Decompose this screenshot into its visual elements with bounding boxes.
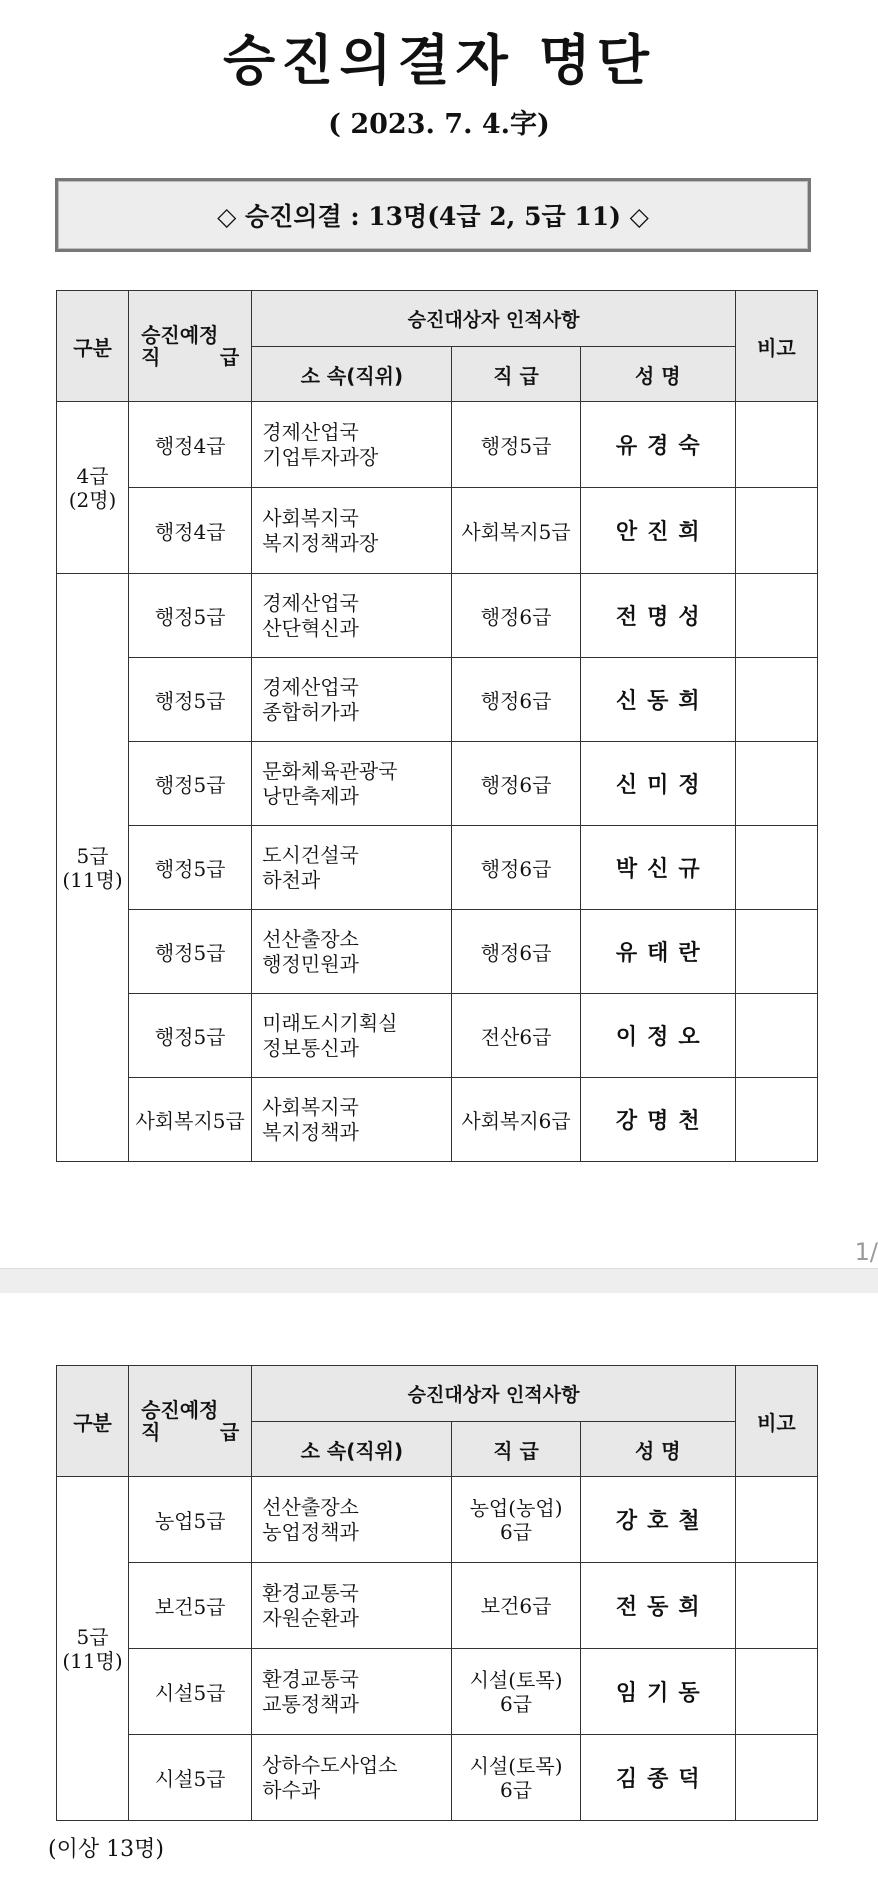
current-grade-cell (452, 1477, 580, 1563)
table-row (57, 574, 818, 658)
name-cell: 전명성 (580, 574, 735, 658)
dept-line-1: 상하수도사업소 (262, 1752, 398, 1777)
header-division: 구분 (57, 1366, 129, 1477)
division-line-2: (2명) (68, 487, 117, 512)
current-grade-cell: 행정6급 (452, 826, 580, 910)
note-cell (735, 910, 817, 994)
current-grade-cell: 사회복지6급 (452, 1078, 580, 1162)
dept-line-2: 하수과 (262, 1777, 321, 1802)
note-cell (735, 488, 817, 574)
header-name: 성 명 (580, 1422, 735, 1477)
header-division: 구분 (57, 291, 129, 402)
dept-line-2: 하천과 (262, 867, 321, 892)
dept-line-2: 교통정책과 (262, 1691, 359, 1716)
dept-line-1: 환경교통국 (262, 1666, 359, 1691)
note-cell (735, 826, 817, 910)
dept-cell (252, 826, 452, 910)
name-cell: 강명천 (580, 1078, 735, 1162)
name-cell: 강호철 (580, 1477, 735, 1563)
dept-line-2: 낭만축제과 (262, 783, 359, 808)
current-grade-cell (452, 1649, 580, 1735)
summary-box: ◇ 승진의결 : 13명(4급 2, 5급 11) ◇ (55, 178, 811, 252)
dept-line-1: 환경교통국 (262, 1580, 359, 1605)
page-number: 1/ (854, 1238, 878, 1266)
note-cell (735, 658, 817, 742)
header-dept: 소 속(직위) (252, 1422, 452, 1477)
name-cell: 유태란 (580, 910, 735, 994)
division-line-2: (11명) (62, 1648, 123, 1673)
dept-line-1: 도시건설국 (262, 842, 359, 867)
table-row (57, 1735, 818, 1821)
note-cell (735, 1735, 817, 1821)
table-row (57, 826, 818, 910)
planned-rank-cell: 시설5급 (129, 1649, 252, 1735)
planned-rank-cell: 행정5급 (129, 826, 252, 910)
name-cell: 이정오 (580, 994, 735, 1078)
grade-line-2: 6급 (500, 1519, 533, 1544)
grade-line-2: 6급 (500, 1777, 533, 1802)
document-date: ( 2023. 7. 4.字) (328, 109, 550, 140)
planned-rank-cell: 사회복지5급 (129, 1078, 252, 1162)
dept-line-1: 경제산업국 (262, 590, 359, 615)
name-cell: 신미정 (580, 742, 735, 826)
division-cell (57, 402, 129, 574)
table-row (57, 1477, 818, 1563)
dept-line-2: 자원순환과 (262, 1605, 359, 1630)
note-cell (735, 1078, 817, 1162)
name-cell: 임기동 (580, 1649, 735, 1735)
name-cell: 박신규 (580, 826, 735, 910)
dept-cell (252, 488, 452, 574)
dept-line-2: 종합허가과 (262, 699, 359, 724)
planned-rank-cell: 행정4급 (129, 488, 252, 574)
planned-rank-cell: 농업5급 (129, 1477, 252, 1563)
grade-line-1: 보건6급 (480, 1593, 552, 1618)
current-grade-cell: 행정5급 (452, 402, 580, 488)
dept-line-2: 행정민원과 (262, 951, 359, 976)
document-page-2 (0, 1293, 878, 1889)
planned-rank-cell: 행정5급 (129, 742, 252, 826)
current-grade-cell (452, 1563, 580, 1649)
current-grade-cell: 행정6급 (452, 742, 580, 826)
table-row (57, 742, 818, 826)
name-cell: 유경숙 (580, 402, 735, 488)
dept-line-1: 사회복지국 (262, 1094, 359, 1119)
note-cell (735, 1649, 817, 1735)
dept-line-2: 복지정책과 (262, 1119, 359, 1144)
dept-line-1: 경제산업국 (262, 419, 359, 444)
dept-cell (252, 1477, 452, 1563)
dept-line-1: 사회복지국 (262, 505, 359, 530)
dept-cell (252, 994, 452, 1078)
promotion-table-2 (56, 1365, 818, 1821)
planned-rank-cell: 시설5급 (129, 1735, 252, 1821)
division-line-2: (11명) (62, 867, 123, 892)
current-grade-cell: 사회복지5급 (452, 488, 580, 574)
current-grade-cell (452, 1735, 580, 1821)
promotion-table-1 (56, 290, 818, 1162)
name-cell: 안진희 (580, 488, 735, 574)
grade-line-2: 6급 (500, 1691, 533, 1716)
header-note: 비고 (735, 291, 817, 402)
note-cell (735, 1563, 817, 1649)
grade-line-1: 농업(농업) (469, 1495, 563, 1520)
header-planned-rank-line2: 직 급 (141, 1420, 240, 1444)
header-dept: 소 속(직위) (252, 347, 452, 402)
header-note: 비고 (735, 1366, 817, 1477)
header-planned-rank-line1: 승진예정 (141, 323, 219, 347)
dept-line-1: 미래도시기획실 (262, 1010, 398, 1035)
note-cell (735, 402, 817, 488)
planned-rank-cell: 행정5급 (129, 994, 252, 1078)
planned-rank-cell: 보건5급 (129, 1563, 252, 1649)
page-gap (0, 1268, 878, 1294)
table-row (57, 402, 818, 488)
division-line-1: 4급 (76, 463, 109, 488)
grade-line-1: 시설(토목) (469, 1753, 563, 1778)
table-row (57, 910, 818, 994)
planned-rank-cell: 행정5급 (129, 574, 252, 658)
table-row (57, 658, 818, 742)
dept-cell (252, 658, 452, 742)
name-cell: 김종덕 (580, 1735, 735, 1821)
name-cell: 신동희 (580, 658, 735, 742)
division-line-1: 5급 (76, 1624, 109, 1649)
note-cell (735, 994, 817, 1078)
header-candidate-info: 승진대상자 인적사항 (252, 1366, 736, 1422)
header-grade: 직 급 (452, 1422, 580, 1477)
header-grade: 직 급 (452, 347, 580, 402)
note-cell (735, 742, 817, 826)
note-cell (735, 574, 817, 658)
dept-line-1: 문화체육관광국 (262, 758, 398, 783)
dept-cell (252, 1078, 452, 1162)
dept-line-2: 농업정책과 (262, 1519, 359, 1544)
header-planned-rank-line2: 직 급 (141, 345, 240, 369)
dept-cell (252, 574, 452, 658)
header-candidate-info: 승진대상자 인적사항 (252, 291, 736, 347)
division-cell (57, 574, 129, 1162)
division-cell (57, 1477, 129, 1821)
table-row (57, 1078, 818, 1162)
dept-line-2: 복지정책과장 (262, 530, 379, 555)
dept-cell (252, 402, 452, 488)
dept-cell (252, 742, 452, 826)
header-planned-rank-line1: 승진예정 (141, 1398, 219, 1422)
table-row (57, 1563, 818, 1649)
name-cell: 전동희 (580, 1563, 735, 1649)
planned-rank-cell: 행정4급 (129, 402, 252, 488)
table-row (57, 488, 818, 574)
dept-line-1: 경제산업국 (262, 674, 359, 699)
header-name: 성 명 (580, 347, 735, 402)
table-row (57, 1649, 818, 1735)
table-row (57, 994, 818, 1078)
header-planned-rank (129, 291, 252, 402)
current-grade-cell: 전산6급 (452, 994, 580, 1078)
grade-line-1: 시설(토목) (469, 1667, 563, 1692)
document-title: 승진의결자 명단 (223, 29, 655, 92)
dept-cell (252, 1649, 452, 1735)
dept-cell (252, 910, 452, 994)
note-cell (735, 1477, 817, 1563)
planned-rank-cell: 행정5급 (129, 658, 252, 742)
division-line-1: 5급 (76, 843, 109, 868)
dept-cell (252, 1735, 452, 1821)
current-grade-cell: 행정6급 (452, 910, 580, 994)
dept-cell (252, 1563, 452, 1649)
dept-line-1: 선산출장소 (262, 926, 359, 951)
dept-line-2: 기업투자과장 (262, 444, 379, 469)
dept-line-2: 정보통신과 (262, 1035, 359, 1060)
current-grade-cell: 행정6급 (452, 658, 580, 742)
current-grade-cell: 행정6급 (452, 574, 580, 658)
footer-total: (이상 13명) (48, 1837, 164, 1862)
planned-rank-cell: 행정5급 (129, 910, 252, 994)
header-planned-rank (129, 1366, 252, 1477)
dept-line-1: 선산출장소 (262, 1494, 359, 1519)
dept-line-2: 산단혁신과 (262, 615, 359, 640)
